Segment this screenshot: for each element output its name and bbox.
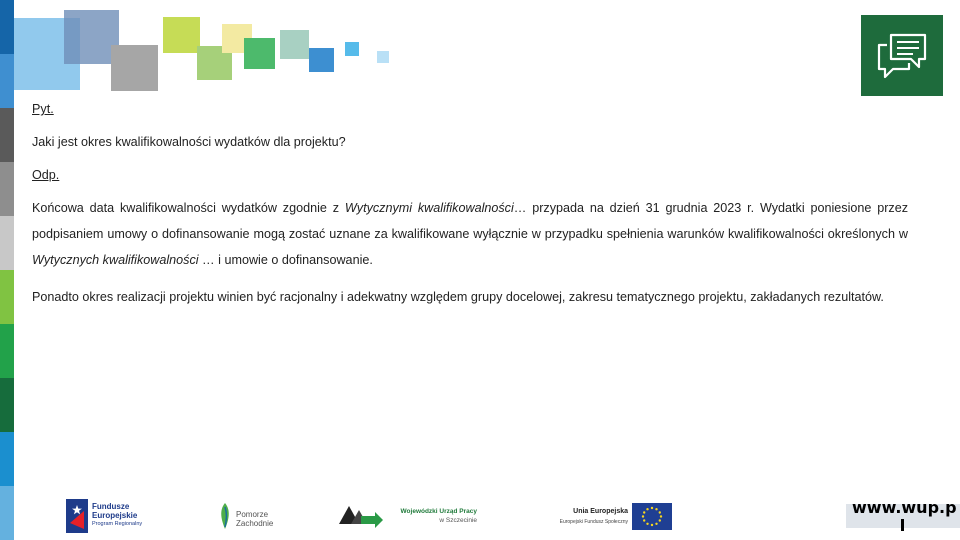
eu-flag-icon [632,503,672,530]
arrow-icon [375,512,383,528]
logo-fe-line2: Europejskie [92,511,138,520]
logo-pz-line1: Pomorze [236,510,269,519]
logo-fundusze-europejskie [66,497,162,535]
logo-wup-szczecin [337,502,482,532]
logo-pz-line2: Zachodnie [236,519,274,528]
fe-star-icon [66,499,88,533]
chat-badge [861,15,943,96]
website-url[interactable] [846,498,960,530]
logo-wup-line1: Wojewódzki Urząd Pracy [400,508,477,515]
answer-italic-reference: Wytycznych kwalifikowalności [32,253,199,267]
logo-fe-line1: Fundusze [92,502,130,511]
answer-paragraph-2: Ponadto okres realizacji projektu winien być racjonalny i adekwatny względem grupy docelowej, zakresu tematycznego projektu, zakładanych rezultatów. [32,290,884,304]
answer-paragraph-1 [32,195,908,273]
logo-unia-europejska [540,502,676,532]
website-url-text: www.wup.p [852,498,957,517]
logo-pomorze-zachodnie [216,501,280,533]
question-text: Jaki jest okres kwalifikowalności wydatków dla projektu? [32,135,346,149]
logo-ue-line1: Unia Europejska [573,508,628,515]
answer-heading: Odp. [32,168,60,182]
answer-text-segment: … i umowie o dofinansowanie. [198,253,373,267]
left-color-strip [0,0,14,540]
wup-mark-icon [337,502,385,528]
answer-text-segment: Końcowa data kwalifikowalności wydatków zgodnie z [32,201,345,215]
answer-text-segment: … przypada na dzień 31 grudnia 2023 r. Wydatki poniesione przez podpisaniem umowy o dofinansowanie mogą zostać uznane za kwalifikowane wyłącznie w przypadku spełnienia warunków kwalifikowalności określonych w [32,201,909,241]
leaf-icon [216,501,234,531]
logo-wup-line2: w Szczecinie [439,517,477,524]
answer-italic-reference: Wytycznymi kwalifikowalności [344,201,514,215]
text-cursor [901,519,904,531]
question-heading: Pyt. [32,102,54,116]
logo-ue-line2: Europejski Fundusz Społeczny [559,519,628,525]
qa-content [32,96,908,310]
logo-fe-line3: Program Regionalny [92,521,143,527]
